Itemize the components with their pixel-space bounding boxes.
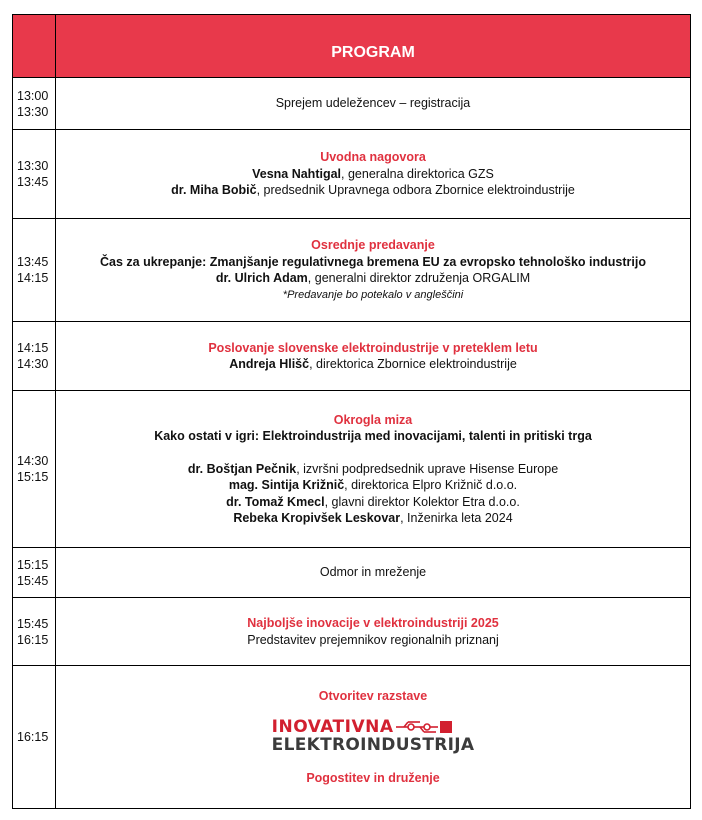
session-heading: Otvoritev razstave xyxy=(318,688,428,703)
schedule-row xyxy=(13,598,691,666)
header-row xyxy=(13,15,691,78)
language-note: *Predavanje bo potekalo v angleščini xyxy=(282,288,464,301)
schedule-row xyxy=(13,391,691,548)
start-time: 15:45 xyxy=(17,616,49,631)
schedule-row xyxy=(13,548,691,598)
speaker-role: , direktorica Zbornice elektroindustrije xyxy=(309,357,517,371)
program-table xyxy=(12,14,691,809)
session-subtitle: Kako ostati v igri: Elektroindustrija med inovacijami, talenti in pritiski trga xyxy=(154,429,592,443)
end-time: 14:15 xyxy=(17,271,49,285)
circuit-icon xyxy=(394,719,454,735)
speaker-role: , generalna direktorica GZS xyxy=(341,166,494,181)
inovativna-elektroindustrija-logo xyxy=(272,718,475,754)
session-heading: Poslovanje slovenske elektroindustrije v preteklem letu xyxy=(208,340,538,355)
speaker-role: , Inženirka leta 2024 xyxy=(400,511,513,525)
session-heading: Najboljše inovacije v elektroindustriji 2025 xyxy=(247,616,499,630)
speaker-line xyxy=(56,270,690,287)
schedule-row xyxy=(13,666,691,809)
start-time: 16:15 xyxy=(17,730,49,744)
schedule-row xyxy=(13,322,691,391)
session-cell xyxy=(56,130,691,219)
speaker-name: Rebeka Kropivšek Leskovar xyxy=(233,511,401,525)
start-time: 13:00 xyxy=(17,88,49,103)
speaker-line xyxy=(56,166,690,183)
closing-text: Pogostitev in druženje xyxy=(306,771,440,785)
program-sheet xyxy=(12,14,690,809)
time-cell xyxy=(13,322,56,391)
session-cell xyxy=(56,548,691,598)
time-cell xyxy=(13,130,56,219)
time-cell xyxy=(13,219,56,322)
session-heading: Osrednje predavanje xyxy=(311,238,435,252)
end-time: 13:45 xyxy=(17,175,49,189)
session-cell xyxy=(56,666,691,809)
time-cell xyxy=(13,78,56,130)
speaker-role: , glavni direktor Kolektor Etra d.o.o. xyxy=(324,494,520,509)
speaker-name: mag. Sintija Križnič xyxy=(228,478,345,492)
logo-line-2: ELEKTROINDUSTRIJA xyxy=(271,735,475,755)
speaker-line xyxy=(56,510,690,527)
start-time: 14:15 xyxy=(17,341,49,355)
time-cell xyxy=(13,666,56,809)
time-cell xyxy=(13,391,56,548)
speaker-line xyxy=(56,182,690,199)
speaker-line xyxy=(56,356,690,373)
start-time: 13:30 xyxy=(17,159,49,173)
schedule-row xyxy=(13,78,691,130)
end-time: 15:45 xyxy=(17,573,49,588)
spacer xyxy=(56,445,690,461)
speaker-name: Andreja Hlišč xyxy=(229,357,310,371)
session-heading: Uvodna nagovora xyxy=(320,150,426,165)
speaker-name: dr. Miha Bobič xyxy=(171,183,257,198)
program-title: PROGRAM xyxy=(331,44,415,61)
start-time: 13:45 xyxy=(17,255,49,269)
end-time: 16:15 xyxy=(17,632,49,647)
end-time: 13:30 xyxy=(17,104,49,119)
header-title-cell xyxy=(56,15,691,78)
schedule-row xyxy=(13,219,691,322)
speaker-line xyxy=(56,461,690,478)
logo-line-1: INOVATIVNA xyxy=(271,717,394,737)
start-time: 15:15 xyxy=(17,557,49,572)
speaker-name: dr. Boštjan Pečnik xyxy=(187,461,297,476)
speaker-name: dr. Tomaž Kmecl xyxy=(226,494,325,509)
session-cell xyxy=(56,598,691,666)
header-time-cell xyxy=(13,15,56,78)
speaker-name: Vesna Nahtigal xyxy=(252,166,342,181)
session-text: Odmor in mreženje xyxy=(319,565,427,580)
speaker-role: , generalni direktor združenja ORGALIM xyxy=(307,271,531,285)
session-text: Predstavitev prejemnikov regionalnih priznanj xyxy=(247,632,499,647)
speaker-role: , izvršni podpredsednik uprave Hisense Europe xyxy=(296,461,559,476)
speaker-line xyxy=(56,494,690,511)
session-text: Sprejem udeležencev – registracija xyxy=(275,96,471,111)
end-time: 15:15 xyxy=(17,470,49,484)
session-cell xyxy=(56,78,691,130)
session-cell xyxy=(56,391,691,548)
speaker-line xyxy=(56,477,690,494)
speaker-name: dr. Ulrich Adam xyxy=(215,271,308,285)
session-cell xyxy=(56,219,691,322)
end-time: 14:30 xyxy=(17,357,49,371)
speaker-role: , predsednik Upravnega odbora Zbornice elektroindustrije xyxy=(256,183,575,198)
time-cell xyxy=(13,548,56,598)
speaker-role: , direktorica Elpro Križnič d.o.o. xyxy=(344,478,518,492)
session-heading: Okrogla miza xyxy=(333,412,413,427)
schedule-row xyxy=(13,130,691,219)
session-cell xyxy=(56,322,691,391)
time-cell xyxy=(13,598,56,666)
session-subtitle: Čas za ukrepanje: Zmanjšanje regulativnega bremena EU za evropsko tehnološko industrijo xyxy=(100,254,646,269)
start-time: 14:30 xyxy=(17,454,49,468)
